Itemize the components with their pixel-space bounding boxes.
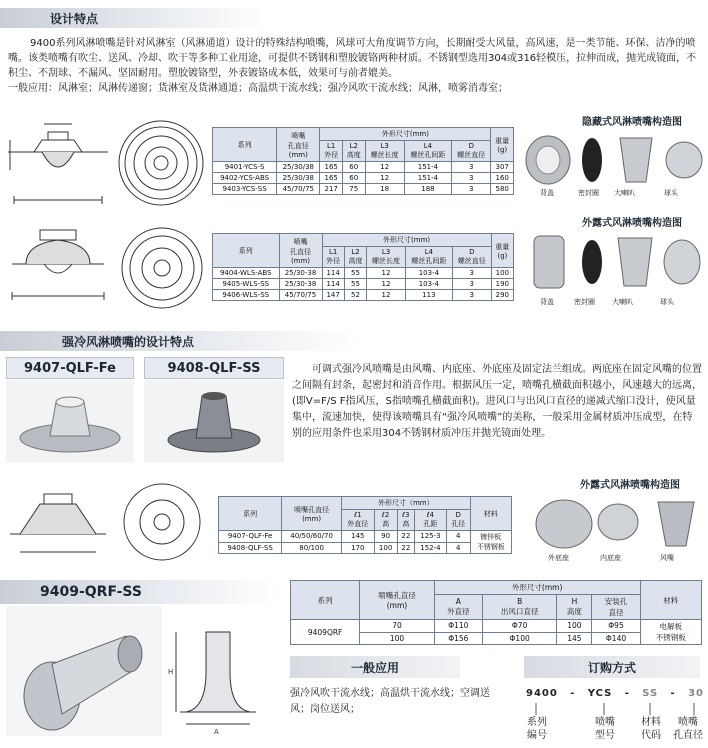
cell: 70 (360, 620, 434, 633)
th-b: B 出风口直径 (482, 595, 556, 620)
cell: 55 (344, 268, 366, 279)
cell: 25/30-38 (279, 279, 322, 290)
cell: 9408-QLF-SS (219, 542, 282, 554)
th-l1: L1 外径 (322, 247, 344, 268)
table-row (213, 173, 514, 184)
exposed-nozzle-front-view (118, 224, 206, 312)
cell: 12 (367, 279, 406, 290)
cell: 25/30/38 (277, 162, 320, 173)
table-row (219, 531, 512, 543)
th-d: D 螺丝直径 (452, 247, 491, 268)
cell: 307 (491, 162, 514, 173)
th-weight: 重量 (g) (491, 128, 514, 162)
code-diameter: 30 (688, 688, 704, 699)
qlf-ss-photo (144, 380, 284, 462)
th-l3: L3 螺丝长度 (365, 141, 404, 162)
section-banner-qrf (0, 580, 280, 604)
cell: 75 (342, 184, 365, 195)
cell: 9407-QLF-Fe (219, 531, 282, 543)
cell: 160 (491, 173, 514, 184)
exposed-cap-3: 大喇叭 (612, 298, 633, 306)
cell: 3 (452, 173, 491, 184)
exposed2-cap-2: 内底座 (600, 554, 621, 562)
series-cell: 9409QRF (291, 620, 360, 645)
material-cell: 镀锌板 不锈钢板 (470, 531, 511, 554)
cell: 165 (320, 173, 343, 184)
section-title: 设计特点 (50, 11, 99, 26)
th-hole: 安装孔 直径 (592, 595, 640, 620)
code-dash: - (670, 688, 676, 699)
th-series: 系列 (291, 581, 360, 620)
cell: 9402-YCS-ABS (213, 173, 277, 184)
applications-line: 一般应用：风淋室；风淋传递窗；货淋室及货淋通道；高温烘干流水线；强冷风吹干流水线；风淋，喷雾消毒室； (8, 83, 508, 94)
cell: 147 (322, 290, 344, 301)
section-title: 强冷风淋喷嘴的设计特点 (62, 334, 195, 349)
exposed-nozzle-drawing (4, 220, 112, 310)
cell: 22 (397, 531, 414, 543)
cell: 188 (404, 184, 451, 195)
th-material: 材料 (640, 581, 701, 620)
table-row (219, 542, 512, 554)
order-cap-diameter: 喷嘴 孔直径 (673, 717, 703, 741)
qlf-side-drawing (6, 482, 110, 562)
cell: Φ100 (482, 632, 556, 645)
cell: 9405-WLS-SS (213, 279, 280, 290)
cell: 151-4 (404, 162, 451, 173)
cell: Φ156 (434, 632, 482, 645)
cell: 100 (374, 542, 397, 554)
spec-table-qlf (218, 496, 512, 554)
th-d: D 孔径 (446, 510, 470, 531)
order-cap-series: 系列 编号 (527, 717, 547, 741)
cell: 190 (491, 279, 513, 290)
cell: Φ140 (592, 632, 640, 645)
cell: 22 (397, 542, 414, 554)
product-label-qrf: 9409-QRF-SS (40, 584, 142, 600)
cell: 45/70/75 (279, 290, 322, 301)
hidden-cap-3: 大喇叭 (614, 189, 635, 197)
cell: Φ110 (434, 620, 482, 633)
cell: 3 (452, 290, 491, 301)
svg-text:H: H (168, 668, 174, 676)
cell: 55 (344, 279, 366, 290)
th-l2: L2 高度 (344, 247, 366, 268)
code-dash: - (570, 688, 576, 699)
table-row (291, 620, 702, 633)
code-series: 9400 (526, 688, 558, 699)
hidden-structure-title: 隐藏式风淋喷嘴构造图 (582, 117, 682, 128)
table-row (213, 290, 514, 301)
cell: 18 (365, 184, 404, 195)
cell: 100 (491, 268, 513, 279)
order-code (526, 688, 704, 699)
qrf-drawing (166, 612, 270, 738)
svg-text:A: A (214, 728, 219, 736)
th-dims: 外形尺寸(mm) (322, 234, 491, 247)
cell: 151-4 (404, 173, 451, 184)
cell: 3 (452, 162, 491, 173)
exposed-parts-photo (526, 228, 706, 294)
cell: 103-4 (405, 279, 452, 290)
cell: 9403-YCS-SS (213, 184, 277, 195)
cell: 80/100 (282, 542, 342, 554)
table-row (213, 279, 514, 290)
hidden-nozzle-front-view (116, 118, 206, 208)
th-a: A 外直径 (434, 595, 482, 620)
cell: 3 (452, 279, 491, 290)
code-dash: - (624, 688, 630, 699)
cell: 45/70/75 (277, 184, 320, 195)
th-l2: L2 高度 (342, 141, 365, 162)
cell: 12 (367, 290, 406, 301)
cell: 12 (365, 162, 404, 173)
th-l2: ℓ2 高 (374, 510, 397, 531)
th-series: 系列 (213, 128, 277, 162)
order-leader-lines (526, 703, 706, 717)
exposed2-cap-1: 外底座 (548, 554, 569, 562)
cell: Φ70 (482, 620, 556, 633)
exposed-structure-title: 外露式风淋喷嘴构造图 (582, 218, 682, 229)
cell: 25/30/38 (277, 173, 320, 184)
section-banner-cold (0, 331, 360, 351)
general-use-text: 强冷风吹干流水线；高温烘干流水线；空调送风；岗位送风； (290, 688, 490, 715)
material-cell: 电解板 不锈钢板 (640, 620, 701, 645)
cell: 217 (320, 184, 343, 195)
order-cap-model: 喷嘴 型号 (595, 717, 615, 741)
cell: 165 (320, 162, 343, 173)
th-nozzle: 喷嘴孔直径 (mm) (282, 497, 342, 531)
qlf-front-drawing (120, 480, 204, 564)
cell: 114 (322, 268, 344, 279)
cell: 100 (557, 620, 592, 633)
th-l3: L3 螺丝长度 (367, 247, 406, 268)
cell: 52 (344, 290, 366, 301)
cell: 9404-WLS-ABS (213, 268, 280, 279)
th-l1: L1 外径 (320, 141, 343, 162)
code-material: SS (642, 688, 659, 699)
cell: 290 (491, 290, 513, 301)
th-series: 系列 (219, 497, 282, 531)
spec-table-qrf (290, 580, 702, 645)
cell: 3 (452, 184, 491, 195)
cell: 12 (365, 173, 404, 184)
hidden-cap-2: 密封圈 (578, 189, 599, 197)
cell: 90 (374, 531, 397, 543)
qlf-fe-photo (6, 380, 134, 462)
th-material: 材料 (470, 497, 511, 531)
th-d: D 螺丝直径 (452, 141, 491, 162)
cell: 145 (557, 632, 592, 645)
cell: 9406-WLS-SS (213, 290, 280, 301)
hidden-cap-1: 背盖 (540, 189, 554, 197)
cell: 4 (446, 531, 470, 543)
cold-nozzle-description: 可调式强冷风喷嘴是由风嘴、内底座、外底座及固定法兰组成。两底座在固定风嘴的位置之间隔有封条，起密封和消音作用。根据风压一定，喷嘴孔横截面积越小，风速越大的远离，(即V=F/S F指风压，S指喷嘴孔横截面积)。进风口与出风口直径的递减式缩口没计，使风量集中，流速加快，使得该喷嘴具有“强冷风喷嘴”的美称，一般采用金属材质冲压成型，在特别的应用条件也采用304不锈钢材质冲压并抛光镜面处理。 (292, 364, 702, 439)
table-row (213, 268, 514, 279)
cell: 114 (322, 279, 344, 290)
order-cap-material: 材料 代码 (641, 717, 661, 741)
cell: 9401-YCS-S (213, 162, 277, 173)
table-row (213, 162, 514, 173)
exposed-cap-2: 密封圈 (574, 298, 595, 306)
th-series: 系列 (213, 234, 280, 268)
th-nozzle: 喷嘴孔直径 (mm) (360, 581, 434, 620)
hidden-nozzle-drawing (4, 112, 112, 212)
cell: 580 (491, 184, 514, 195)
th-l4: L4 螺丝孔间距 (405, 247, 452, 268)
cell: 145 (342, 531, 375, 543)
cell: 40/50/60/70 (282, 531, 342, 543)
general-use-heading: 一般应用 (290, 656, 460, 678)
table-row (213, 184, 514, 195)
product-label-qlf-ss: 9408-QLF-SS (144, 357, 284, 379)
spec-table-hidden (212, 127, 514, 195)
spec-table-exposed (212, 233, 514, 301)
th-l4: ℓ4 孔距 (415, 510, 447, 531)
cell: 60 (342, 173, 365, 184)
cell: 113 (405, 290, 452, 301)
cell: 170 (342, 542, 375, 554)
th-l1: ℓ1 外直径 (342, 510, 375, 531)
product-label-qlf-fe: 9407-QLF-Fe (6, 357, 134, 379)
cell: 125-3 (415, 531, 447, 543)
cell: 25/30-38 (279, 268, 322, 279)
code-model: YCS (587, 688, 613, 699)
exposed2-cap-3: 风嘴 (660, 554, 674, 562)
hidden-cap-4: 球头 (664, 189, 678, 197)
cell: 103-4 (405, 268, 452, 279)
th-l4: L4 螺丝孔间距 (404, 141, 451, 162)
qrf-photo (6, 606, 162, 736)
intro-paragraph: 9400系列风淋喷嘴是针对风淋室（风淋通道）设计的特殊结构喷嘴，风球可大角度调节方向，长期耐受大风量，高风速，是一类节能、环保、洁净的喷嘴。该类喷嘴有吹尘、送风、冷却、吹干等多种工业用途，可提供不锈钢和塑胶镀铬两种材质。不锈钢型选用304或316轻模压，拉伸而成，抛光成镜面，不积尘、不刮球、不漏风、坚固耐用。塑胶镀铬型，外表镀铬成本低，效果可与前者媲美。 (8, 38, 697, 79)
cell: 12 (367, 268, 406, 279)
th-l3: ℓ3 高 (397, 510, 414, 531)
ordering-heading: 订购方式 (524, 656, 700, 678)
exposed-cap-4: 球头 (660, 298, 674, 306)
qlf-parts-photo (530, 490, 706, 556)
th-nozzle: 喷嘴 孔直径 (mm) (279, 234, 322, 268)
cell: 60 (342, 162, 365, 173)
th-dims: 外形尺寸（mm） (342, 497, 471, 510)
th-weight: 重量 (g) (491, 234, 513, 268)
th-dims: 外形尺寸(mm) (320, 128, 491, 141)
hidden-parts-photo (520, 128, 706, 194)
cell: 152-4 (415, 542, 447, 554)
th-nozzle: 喷嘴 孔直径 (mm) (277, 128, 320, 162)
cell: 100 (360, 632, 434, 645)
exposed-cap-1: 背盖 (540, 298, 554, 306)
cell: 3 (452, 268, 491, 279)
th-h: H 高度 (557, 595, 592, 620)
th-dims: 外形尺寸(mm) (434, 581, 640, 595)
section-banner-design (0, 8, 270, 28)
cell: Φ95 (592, 620, 640, 633)
cell: 4 (446, 542, 470, 554)
exposed2-structure-title: 外露式风淋喷嘴构造图 (580, 480, 680, 491)
